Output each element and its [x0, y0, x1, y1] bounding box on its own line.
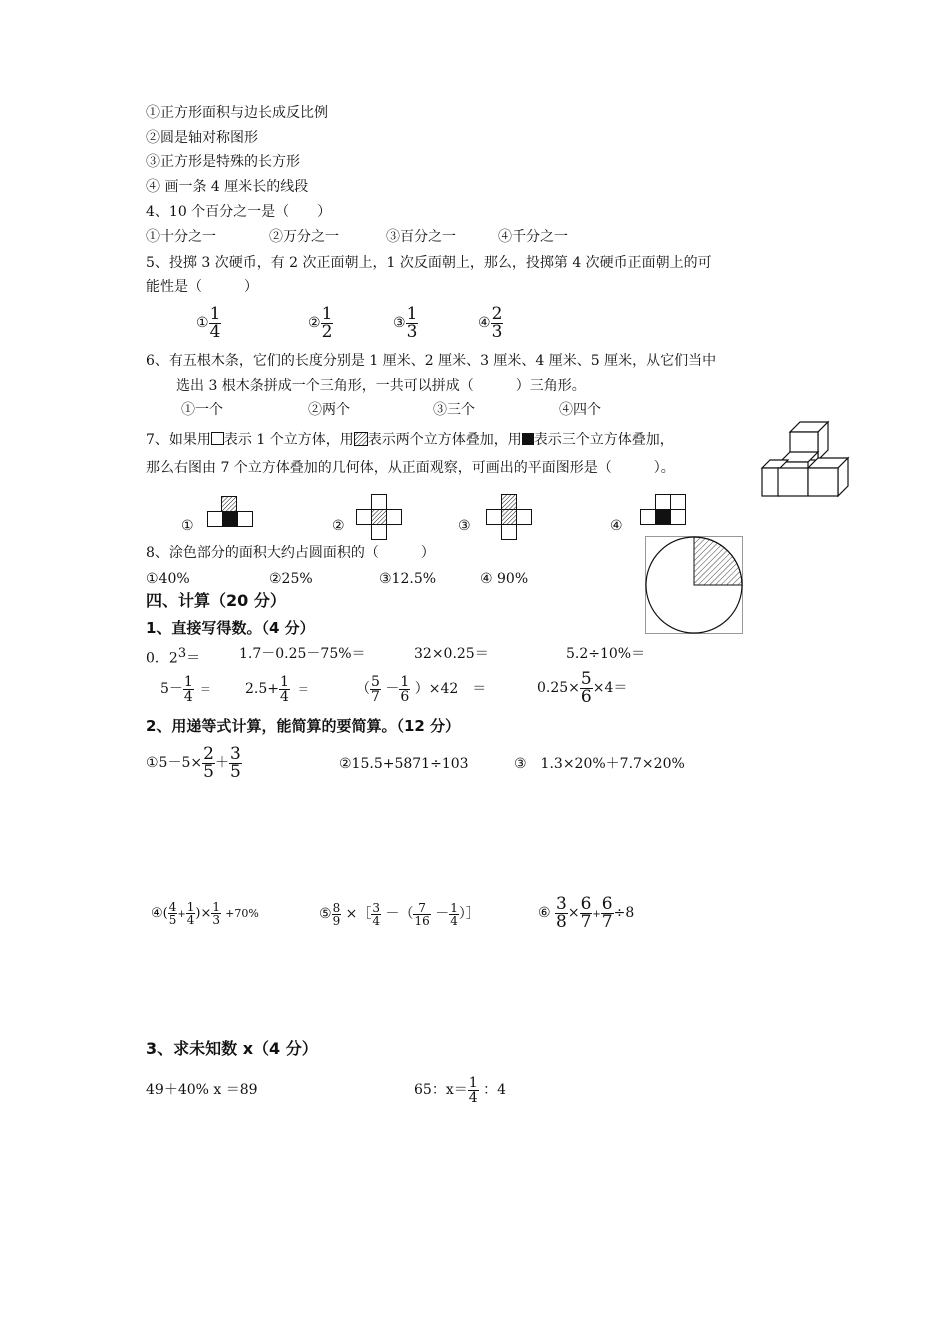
expr-5-mid2: －（ [385, 906, 414, 922]
single-cube-square-icon [211, 432, 224, 445]
section-4-sub1: 1、直接写得数。（4 分） [146, 619, 315, 637]
calc-row2-d [537, 664, 627, 712]
expr-6-fraction-2 [580, 893, 593, 932]
q6-stem-line1: 6、有五根木条，它们的长度分别是 1 厘米、2 厘米、3 厘米、4 厘米、5 厘米，从它们当中 [146, 353, 717, 369]
fraction-denominator: 2 [321, 321, 333, 342]
q5-option-1 [196, 302, 221, 344]
calc-row2-c-minus: － [385, 681, 400, 697]
q5-option-1-fraction [209, 303, 222, 342]
q8-option-4: ④ 90% [480, 571, 529, 587]
q8-option-2: ②25% [269, 571, 313, 587]
q4-option-4: ④千分之一 [498, 229, 568, 245]
q5-option-4-fraction [491, 303, 504, 342]
fraction-numerator: 8 [332, 900, 341, 915]
q3-option-1: ①正方形面积与边长成反比例 [146, 105, 328, 121]
q5-option-3 [393, 302, 418, 344]
expr-5-pre: ⑤ [319, 906, 332, 922]
calc-row2-c-fraction-2 [399, 675, 410, 704]
fraction-denominator: 4 [209, 321, 221, 342]
q4-option-3: ③百分之一 [386, 229, 456, 245]
expr-1-plus: ＋ [214, 755, 229, 771]
fraction-numerator: 1 [321, 303, 333, 324]
fraction-denominator: 4 [280, 688, 289, 705]
calc-row2-a-fraction [183, 675, 194, 704]
fraction-denominator: 6 [400, 688, 410, 705]
fraction-denominator: 7 [580, 911, 592, 932]
fraction-numerator: 1 [406, 303, 418, 324]
q7-option-4-figure [640, 494, 686, 526]
calc-row2-b-fraction [279, 675, 290, 704]
fraction-denominator: 3 [491, 321, 503, 342]
calc-row2-d-fraction [580, 668, 593, 707]
expr-6-times: × [567, 905, 580, 921]
fraction-denominator: 16 [414, 913, 430, 928]
expr-5-minus: － [435, 906, 450, 922]
q4-option-1: ①十分之一 [146, 229, 216, 245]
q5-option-4 [478, 302, 503, 344]
fraction-denominator: 4 [186, 913, 195, 927]
expr-5-fraction-3 [413, 902, 430, 927]
expr-6-fraction-3 [601, 893, 614, 932]
calc-row1-a-eq: ＝ [186, 650, 201, 667]
fraction-denominator: 9 [332, 913, 341, 928]
calc-row2-c-open: （ [356, 681, 370, 697]
expr-4-fraction-3 [211, 901, 221, 926]
calc-row2-d-pre: 0.25× [537, 680, 580, 696]
expr-6 [538, 888, 634, 940]
q4-stem: 4、10 个百分之一是（ ） [146, 204, 332, 220]
fraction-numerator: 1 [450, 900, 458, 915]
q6-option-2: ②两个 [308, 402, 350, 418]
fraction-denominator: 7 [371, 688, 380, 705]
q7-option-3-figure [486, 494, 532, 540]
fraction-numerator: 4 [168, 900, 177, 914]
fraction-numerator: 7 [413, 902, 430, 915]
expr-6-fraction-1 [555, 893, 568, 932]
calc-row2-c-post: ）×42 ＝ [414, 681, 487, 697]
fraction-numerator: 1 [186, 900, 195, 914]
expr-5-mid1: ×［ [345, 906, 372, 922]
expr-5-fraction-2 [371, 902, 381, 927]
expr-2: ②15.5+5871÷103 [339, 756, 469, 772]
q7-option-4-mark: ④ [610, 518, 623, 534]
expr-4-mid: )× [195, 906, 212, 921]
calc-row2-a [160, 667, 211, 712]
fraction-numerator: 5 [371, 673, 380, 690]
calc-row2-c-fraction-1 [370, 675, 381, 704]
fraction-numerator: 1 [183, 673, 193, 690]
fraction-numerator: 1 [280, 673, 289, 690]
calc-row2-d-post: ×4＝ [592, 680, 628, 696]
q7-stem-line1 [146, 431, 674, 449]
expr-1 [146, 738, 242, 788]
expr-6-plus: + [592, 909, 601, 920]
fraction-numerator: 3 [556, 893, 567, 914]
shaded-circle-figure [645, 536, 743, 634]
expr-1-fraction-2 [229, 743, 242, 782]
q7-option-1-mark: ① [181, 518, 194, 534]
expr-5-fraction-1 [332, 902, 342, 927]
q7-stem-part-d: 表示三个立方体叠加， [533, 432, 674, 448]
equation-2 [414, 1068, 506, 1112]
expr-6-post: ÷8 [613, 905, 635, 921]
q8-option-3: ③12.5% [379, 571, 437, 587]
fraction-numerator: 1 [212, 900, 221, 914]
fraction-denominator: 4 [450, 913, 458, 928]
fraction-numerator: 3 [229, 743, 241, 764]
equation-2-post: ：4 [483, 1082, 507, 1098]
q6-option-3: ③三个 [433, 402, 475, 418]
q7-option-3-mark: ③ [458, 518, 471, 534]
q7-option-1-figure [207, 496, 253, 528]
calc-row1-c: 32×0.25＝ [414, 646, 489, 662]
q7-stem-part-c: 表示两个立方体叠加，用 [367, 432, 522, 448]
q5-stem-line1: 5、投掷 3 次硬币，有 2 次正面朝上，1 次反面朝上，那么，投掷第 4 次硬币正面朝上的可 [146, 255, 712, 271]
expr-6-pre: ⑥ [538, 905, 551, 921]
fraction-numerator: 6 [601, 893, 613, 914]
q5-option-1-mark: ① [196, 315, 209, 331]
expr-5 [319, 892, 480, 936]
fraction-denominator: 4 [183, 688, 193, 705]
q3-option-4: ④ 画一条 4 厘米长的线段 [146, 179, 309, 195]
q7-stem-part-b: 表示 1 个立方体，用 [223, 432, 354, 448]
calc-row1-d: 5.2÷10%＝ [566, 646, 646, 662]
fraction-denominator: 6 [580, 686, 592, 707]
calc-row2-b-post: ＝ [297, 683, 309, 696]
fraction-denominator: 3 [406, 321, 418, 342]
hatched-square-icon [354, 432, 368, 446]
calc-row1-b: 1.7－0.25－75%＝ [239, 646, 366, 662]
calc-row2-b-pre: 2.5+ [245, 681, 279, 697]
fraction-denominator: 5 [229, 761, 241, 782]
q6-option-4: ④四个 [559, 402, 601, 418]
q5-option-3-mark: ③ [393, 315, 406, 331]
equation-2-pre: 65：x＝ [414, 1082, 468, 1098]
calc-row2-c [356, 667, 486, 711]
calc-row1-a-base: 0．2 [146, 650, 178, 667]
fraction-denominator: 8 [556, 911, 567, 932]
cube-stack-figure [760, 420, 852, 498]
calc-row1-a [146, 645, 200, 668]
q5-stem-line2: 能性是（ ） [146, 279, 258, 295]
q7-option-2-figure [356, 494, 402, 540]
q3-option-3: ③正方形是特殊的长方形 [146, 154, 300, 170]
fraction-denominator: 4 [372, 913, 381, 928]
section-4-sub2: 2、用递等式计算，能简算的要简算。（12 分） [146, 717, 461, 735]
q5-option-2-fraction [321, 303, 334, 342]
fraction-denominator: 5 [168, 913, 177, 927]
expr-4-pre: ④( [151, 906, 168, 921]
fraction-denominator: 7 [601, 911, 613, 932]
fraction-numerator: 6 [580, 893, 592, 914]
calc-row2-b [245, 667, 309, 712]
q7-stem-part-a: 7、如果用 [146, 432, 211, 448]
expr-5-fraction-4 [449, 902, 459, 927]
q7-option-2-mark: ② [332, 518, 345, 534]
q3-option-2: ②圆是轴对称图形 [146, 130, 258, 146]
expr-4-plus: + [177, 909, 186, 920]
section-4-sub3: 3、求未知数 x（4 分） [146, 1039, 318, 1058]
q7-stem-line2: 那么右图由 7 个立方体叠加的几何体，从正面观察，可画出的平面图形是（ ）。 [146, 460, 675, 476]
expr-5-post: ）］ [458, 906, 480, 922]
q5-option-2-mark: ② [308, 315, 321, 331]
expr-1-pre: ①5－5× [146, 755, 203, 771]
fraction-denominator: 3 [212, 913, 221, 927]
expr-4-post: +70% [225, 907, 259, 920]
expr-4-fraction-1 [168, 901, 178, 926]
expr-4-fraction-2 [186, 901, 196, 926]
fraction-numerator: 1 [468, 1074, 478, 1091]
q5-option-2 [308, 302, 333, 344]
fraction-denominator: 4 [468, 1089, 478, 1106]
q6-stem-line2: 选出 3 根木条拼成一个三角形，一共可以拼成（ ）三角形。 [176, 378, 586, 394]
black-square-icon [522, 433, 534, 445]
fraction-numerator: 2 [203, 743, 214, 764]
equation-1: 49＋40% x ＝89 [146, 1082, 258, 1098]
calc-row1-a-exponent: 3 [177, 646, 187, 661]
q5-option-3-fraction [406, 303, 419, 342]
fraction-numerator: 2 [491, 303, 503, 324]
equation-2-fraction [468, 1076, 479, 1105]
q8-option-1: ①40% [146, 571, 190, 587]
fraction-numerator: 1 [400, 673, 410, 690]
q4-option-2: ②万分之一 [269, 229, 339, 245]
fraction-denominator: 5 [203, 761, 214, 782]
calc-row2-a-pre: 5－ [160, 681, 183, 697]
fraction-numerator: 3 [372, 900, 381, 915]
fraction-numerator: 5 [580, 668, 592, 689]
section-4-title: 四、计算（20 分） [146, 591, 286, 610]
expr-3: ③ 1.3×20%＋7.7×20% [514, 756, 685, 772]
q5-option-4-mark: ④ [478, 315, 491, 331]
q8-stem: 8、涂色部分的面积大约占圆面积的（ ） [146, 545, 435, 561]
expr-4 [151, 892, 259, 937]
calc-row2-a-post: ＝ [199, 683, 211, 696]
expr-1-fraction-1 [202, 743, 215, 782]
q6-option-1: ①一个 [181, 402, 223, 418]
fraction-numerator: 1 [209, 303, 221, 324]
